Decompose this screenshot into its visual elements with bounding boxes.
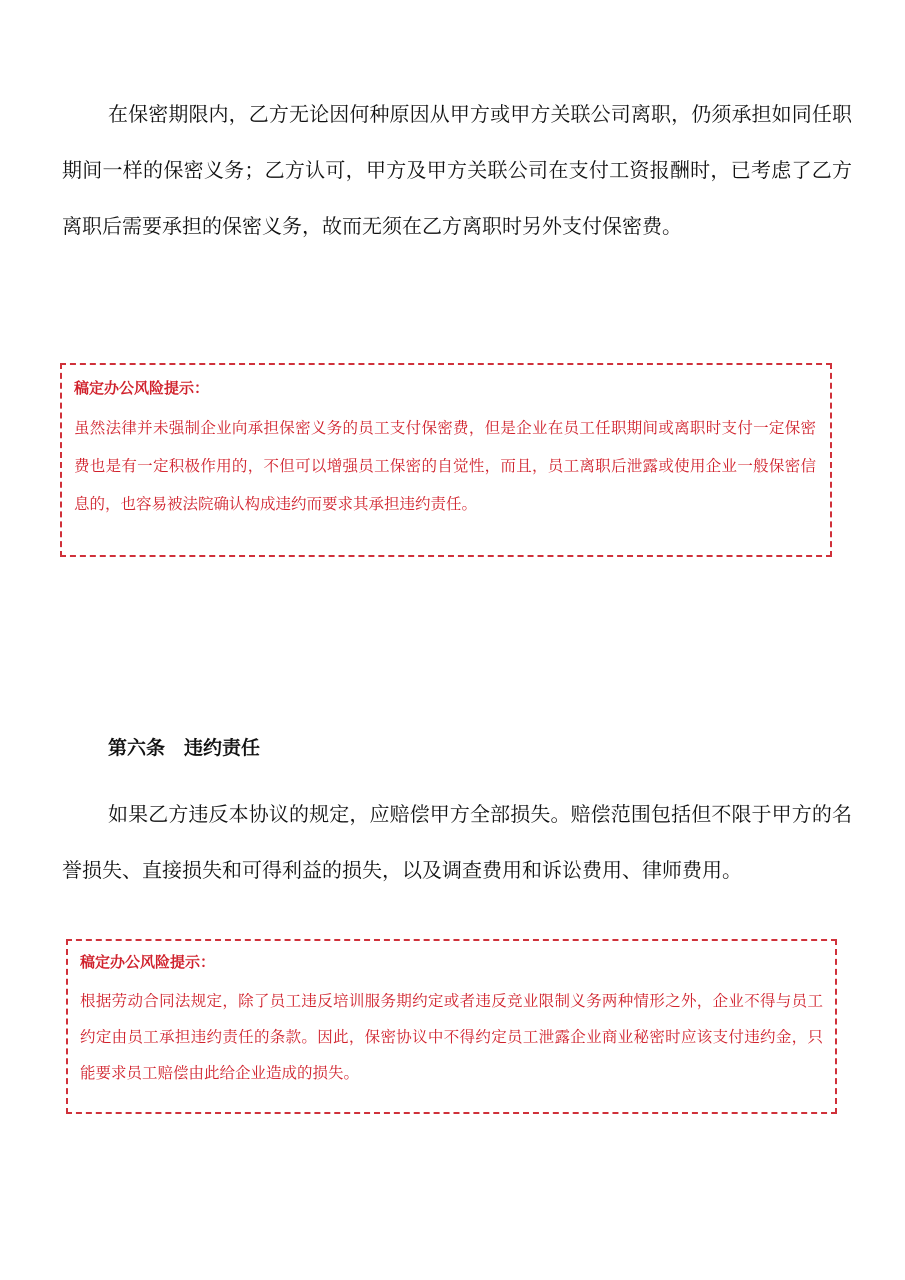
risk-tip-body: 根据劳动合同法规定，除了员工违反培训服务期约定或者违反竞业限制义务两种情形之外，企业不得与员工约定由员工承担违约责任的条款。因此，保密协议中不得约定员工泄露企业商业秘密时应该支付违约金，只能要求员工赔偿由此给企业造成的损失。 <box>80 992 823 1082</box>
risk-tip-title: 稿定办公风险提示： <box>74 379 210 397</box>
risk-tip-box-2 <box>66 939 837 1114</box>
risk-tip-title: 稿定办公风险提示： <box>80 953 216 971</box>
liability-paragraph: 如果乙方违反本协议的规定，应赔偿甲方全部损失。赔偿范围包括但不限于甲方的名誉损失、直接损失和可得利益的损失，以及调查费用和诉讼费用、律师费用。 <box>62 802 852 882</box>
article-6-heading: 第六条 违约责任 <box>108 737 261 759</box>
risk-tip-body: 虽然法律并未强制企业向承担保密义务的员工支付保密费，但是企业在员工任职期间或离职时支付一定保密费也是有一定积极作用的，不但可以增强员工保密的自觉性，而且，员工离职后泄露或使用企业一般保密信息的，也容易被法院确认构成违约而要求其承担违约责任。 <box>74 419 816 513</box>
risk-tip-box-1 <box>60 363 832 557</box>
confidentiality-paragraph: 在保密期限内，乙方无论因何种原因从甲方或甲方关联公司离职，仍须承担如同任职期间一样的保密义务；乙方认可，甲方及甲方关联公司在支付工资报酬时，已考虑了乙方离职后需要承担的保密义务，故而无须在乙方离职时另外支付保密费。 <box>62 102 852 238</box>
